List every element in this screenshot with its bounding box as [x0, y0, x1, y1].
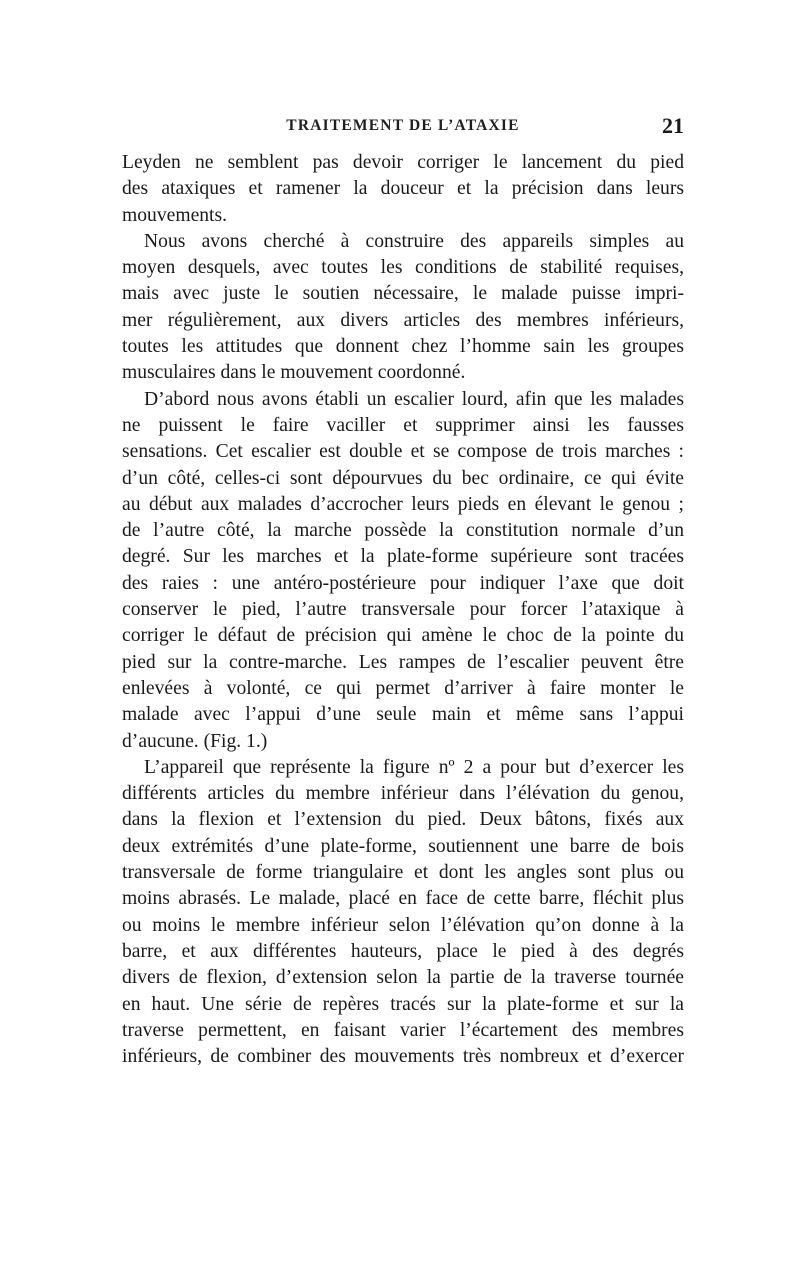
- text-line: Nous avons cherché à construire des appareils simples au: [144, 230, 684, 252]
- text-line: malade avec l’appui d’une seule main et même sans l’appui: [122, 704, 684, 726]
- text-line: barre, et aux différentes hauteurs, place le pied à des degrés: [122, 940, 684, 962]
- text-line: au début aux malades d’accrocher leurs pieds en élevant le genou ;: [122, 493, 684, 515]
- text-line: L’appareil que représente la figure nº 2 a pour but d’exercer les: [144, 756, 684, 778]
- text-line: corriger le défaut de précision qui amène le choc de la pointe du: [122, 625, 684, 647]
- text-line: mer régulièrement, aux divers articles des membres inférieurs,: [122, 309, 684, 331]
- page-number: 21: [662, 113, 684, 138]
- body-text: [122, 150, 684, 1070]
- text-line: dans la flexion et l’extension du pied. Deux bâtons, fixés aux: [122, 809, 684, 831]
- text-line: moins abrasés. Le malade, placé en face de cette barre, fléchit plus: [122, 888, 684, 910]
- text-line: toutes les attitudes que donnent chez l’homme sain les groupes: [122, 336, 684, 358]
- text-line: deux extrémités d’une plate-forme, soutiennent une barre de bois: [122, 835, 684, 857]
- text-line: degré. Sur les marches et la plate-forme supérieure sont tracées: [122, 546, 684, 568]
- text-line: transversale de forme triangulaire et dont les angles sont plus ou: [122, 862, 684, 884]
- text-line: mouvements.: [122, 204, 228, 226]
- text-line: moyen desquels, avec toutes les conditions de stabilité requises,: [122, 257, 684, 279]
- text-line: conserver le pied, l’autre transversale pour forcer l’ataxique à: [122, 599, 684, 621]
- text-line: divers de flexion, d’extension selon la partie de la traverse tournée: [122, 967, 684, 989]
- text-line: musculaires dans le mouvement coordonné.: [122, 362, 466, 384]
- text-line: différents articles du membre inférieur dans l’élévation du genou,: [122, 783, 684, 805]
- text-line: pied sur la contre-marche. Les rampes de l’escalier peuvent être: [122, 651, 684, 673]
- text-line: D’abord nous avons établi un escalier lourd, afin que les malades: [144, 388, 684, 410]
- text-line: inférieurs, de combiner des mouvements très nombreux et d’exercer: [122, 1046, 684, 1068]
- text-line: ne puissent le faire vaciller et supprimer ainsi les fausses: [122, 414, 684, 436]
- text-line: mais avec juste le soutien nécessaire, le malade puisse impri-: [122, 283, 684, 305]
- text-line: sensations. Cet escalier est double et se compose de trois marches :: [122, 441, 684, 463]
- text-line: en haut. Une série de repères tracés sur la plate-forme et sur la: [122, 993, 684, 1015]
- text-line: Leyden ne semblent pas devoir corriger le lancement du pied: [122, 152, 684, 173]
- text-line: des ataxiques et ramener la douceur et la précision dans leurs: [122, 178, 684, 200]
- running-title: TRAITEMENT DE L’ATAXIE: [286, 117, 520, 134]
- text-line: des raies : une antéro-postérieure pour indiquer l’axe que doit: [122, 572, 684, 594]
- text-line: d’un côté, celles-ci sont dépourvues du bec ordinaire, ce qui évite: [122, 467, 684, 489]
- text-line: d’aucune. (Fig. 1.): [122, 730, 268, 752]
- running-head: [122, 113, 684, 143]
- text-line: de l’autre côté, la marche possède la constitution normale d’un: [122, 520, 684, 542]
- text-line: traverse permettent, en faisant varier l’écartement des membres: [122, 1019, 684, 1041]
- text-line: ou moins le membre inférieur selon l’élévation qu’on donne à la: [122, 914, 684, 936]
- text-line: enlevées à volonté, ce qui permet d’arriver à faire monter le: [122, 677, 684, 699]
